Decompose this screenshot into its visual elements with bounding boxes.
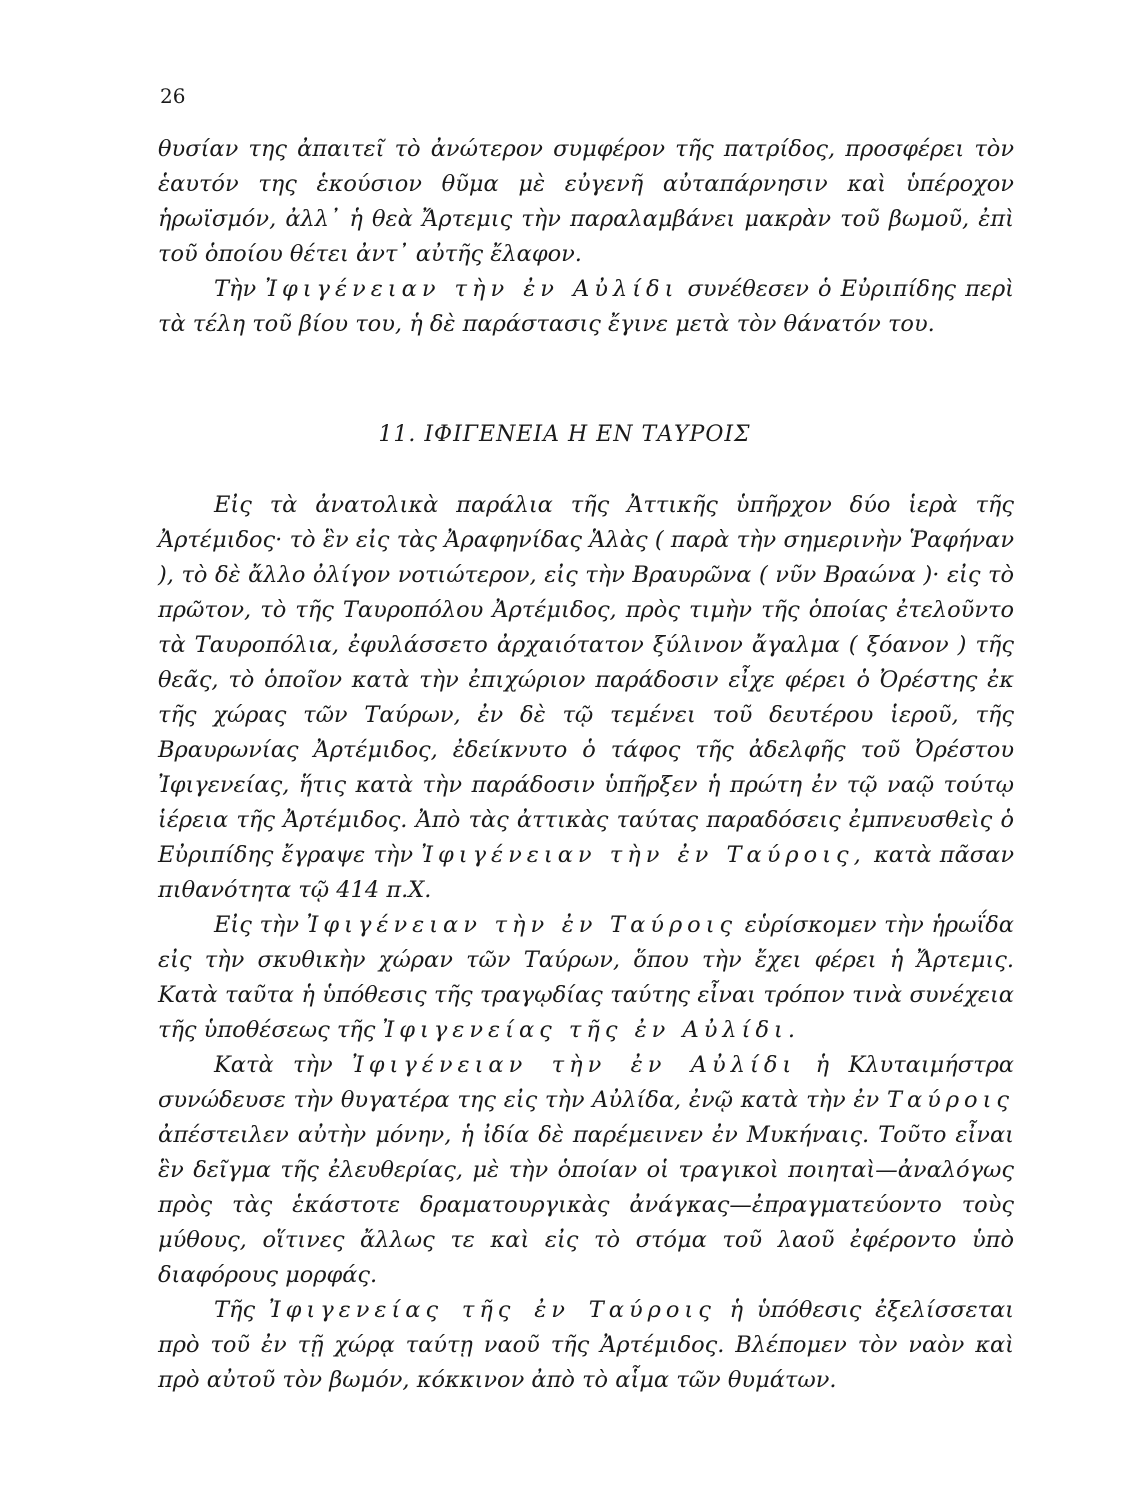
top-text-block	[158, 132, 1014, 342]
chapter-body	[158, 488, 1014, 1398]
paragraph-text: ἡ ὑπόθεσις ἐξελίσσεται πρὸ τοῦ ἐν τῇ χώρᾳ ταύτῃ ναοῦ τῆς Ἀρτέμιδος. Βλέπομεν τὸν ναὸν καὶ πρὸ αὐτοῦ τὸν βωμόν, κόκκινον ἀπὸ τὸ αἷμα τῶν θυμάτων.	[158, 1297, 1014, 1393]
paragraph-text: Κατὰ τὴν	[214, 1052, 333, 1078]
play-title-spaced: Ἰφιγένειαν τὴν ἐν Αὐλίδι	[352, 1052, 797, 1078]
paragraph-sacrifice: θυσίαν της ἀπαιτεῖ τὸ ἀνώτερον συμφέρον τῆς πατρίδος, προσφέρει τὸν ἑαυτόν της ἑκούσιον θῦμα μὲ εὐγενῆ αὐταπάρνησιν καὶ ὑπέροχον ἡρωϊσμόν, ἀλλ᾽ ἡ θεὰ Ἄρτεμις τὴν παραλαμβάνει μακρὰν τοῦ βωμοῦ, ἐπὶ τοῦ ὁποίου θέτει ἀντ᾽ αὐτῆς ἔλαφον.	[158, 136, 1014, 267]
paragraph-setting	[158, 1293, 1014, 1398]
paragraph-clytemnestra	[158, 1048, 1014, 1293]
paragraph-text: ἀπέστειλεν αὐτὴν μόνην, ἡ ἰδία δὲ παρέμεινεν ἐν Μυκήναις. Τοῦτο εἶναι ἓν δεῖγμα τῆς ἐλευθερίας, μὲ τὴν ὁποίαν οἱ τραγικοὶ ποιηταὶ—ἀναλόγως πρὸς τὰς ἑκάστοτε δραματουργικὰς ἀνάγκας—ἐπραγματεύοντο τοὺς μύθους, οἵτινες ἄλλως τε καὶ εἰς τὸ στόμα τοῦ λαοῦ ἐφέροντο ὑπὸ διαφόρους μορφάς.	[158, 1122, 1014, 1288]
paragraph-heroine	[158, 908, 1014, 1048]
play-title-spaced: Ἰφιγένειαν τὴν ἐν Αὐλίδι	[265, 276, 679, 302]
play-title-spaced: Ἰφιγένειαν τὴν ἐν Ταύροις	[306, 912, 738, 938]
paragraph-text: Εἰς τὰ ἀνατολικὰ παράλια τῆς Ἀττικῆς ὑπῆρχον δύο ἱερὰ τῆς Ἀρτέμιδος· τὸ ἓν εἰς τὰς Ἀραφηνίδας Ἁλὰς ( παρὰ τὴν σημερινὴν Ῥαφήναν ), τὸ δὲ ἄλλο ὀλίγον νοτιώτερον, εἰς τὴν Βραυρῶνα ( νῦν Βραώνα )· εἰς τὸ πρῶτον, τὸ τῆς Ταυροπόλου Ἀρτέμιδος, πρὸς τιμὴν τῆς ὁποίας ἐτελοῦντο τὰ Ταυροπόλια, ἐφυλάσσετο ἀρχαιότατον ξύλινον ἄγαλμα ( ξόανον ) τῆς θεᾶς, τὸ ὁποῖον κατὰ τὴν ἐπιχώριον παράδοσιν εἶχε φέρει ὁ Ὀρέστης ἐκ τῆς χώρας τῶν Ταύρων, ἐν δὲ τῷ τεμένει τοῦ δευτέρου ἱεροῦ, τῆς Βραυρωνίας Ἀρτέμιδος, ἐδείκνυτο ὁ τάφος τῆς ἀδελφῆς τοῦ Ὀρέστου Ἰφιγενείας, ἥτις κατὰ τὴν παράδοσιν ὑπῆρξεν ἡ πρώτη ἐν τῷ ναῷ τούτῳ ἱέρεια τῆς Ἀρτέμιδος. Ἀπὸ τὰς ἀττικὰς ταύτας παραδόσεις ἐμπνευσθεὶς ὁ Εὐριπίδης ἔγραψε τὴν	[158, 492, 1014, 868]
paragraph-lead: Τὴν	[214, 276, 257, 302]
play-title-spaced: Ἰφιγενείας τῆς ἐν Αὐλίδι.	[382, 1017, 801, 1043]
paragraph-rest: συνέθεσεν ὁ Εὐριπίδης περὶ τὰ τέλη τοῦ βίου του, ἡ δὲ παράστασις ἔγινε μετὰ τὸν θάνατόν του.	[158, 276, 1014, 337]
paragraph-text: Τῆς	[214, 1297, 256, 1323]
paragraph-text: κατὰ πᾶσαν πιθανότητα τῷ 414 π.Χ.	[158, 842, 1015, 903]
play-title-spaced: Ταύροις	[886, 1087, 1015, 1113]
page-number: 26	[160, 84, 186, 108]
paragraph-composition	[158, 272, 1014, 342]
chapter-heading: 11. ΙΦΙΓΕΝΕΙΑ Η ΕΝ ΤΑΥΡΟΙΣ	[378, 422, 751, 447]
paragraph-artemis-sanctuaries	[158, 488, 1014, 908]
paragraph-text: ἡ Κλυταιμήστρα συνώδευσε τὴν θυγατέρα της εἰς τὴν Αὐλίδα, ἐνῷ κατὰ τὴν ἐν	[158, 1052, 1014, 1113]
play-title-spaced: Ἰφιγενείας τῆς ἐν Ταύροις	[268, 1297, 716, 1323]
paragraph-text: Εἰς τὴν	[214, 912, 300, 938]
paragraph-text: εὑρίσκομεν τὴν ἡρωΐδα εἰς τὴν σκυθικὴν χώραν τῶν Ταύρων, ὅπου τὴν ἔχει φέρει ἡ Ἄρτεμις. Κατὰ ταῦτα ἡ ὑπόθεσις τῆς τραγῳδίας ταύτης εἶναι τρόπον τινὰ συνέχεια τῆς ὑποθέσεως τῆς	[158, 912, 1014, 1043]
play-title-spaced: Ἰφιγένειαν τὴν ἐν Ταύροις,	[421, 842, 866, 868]
